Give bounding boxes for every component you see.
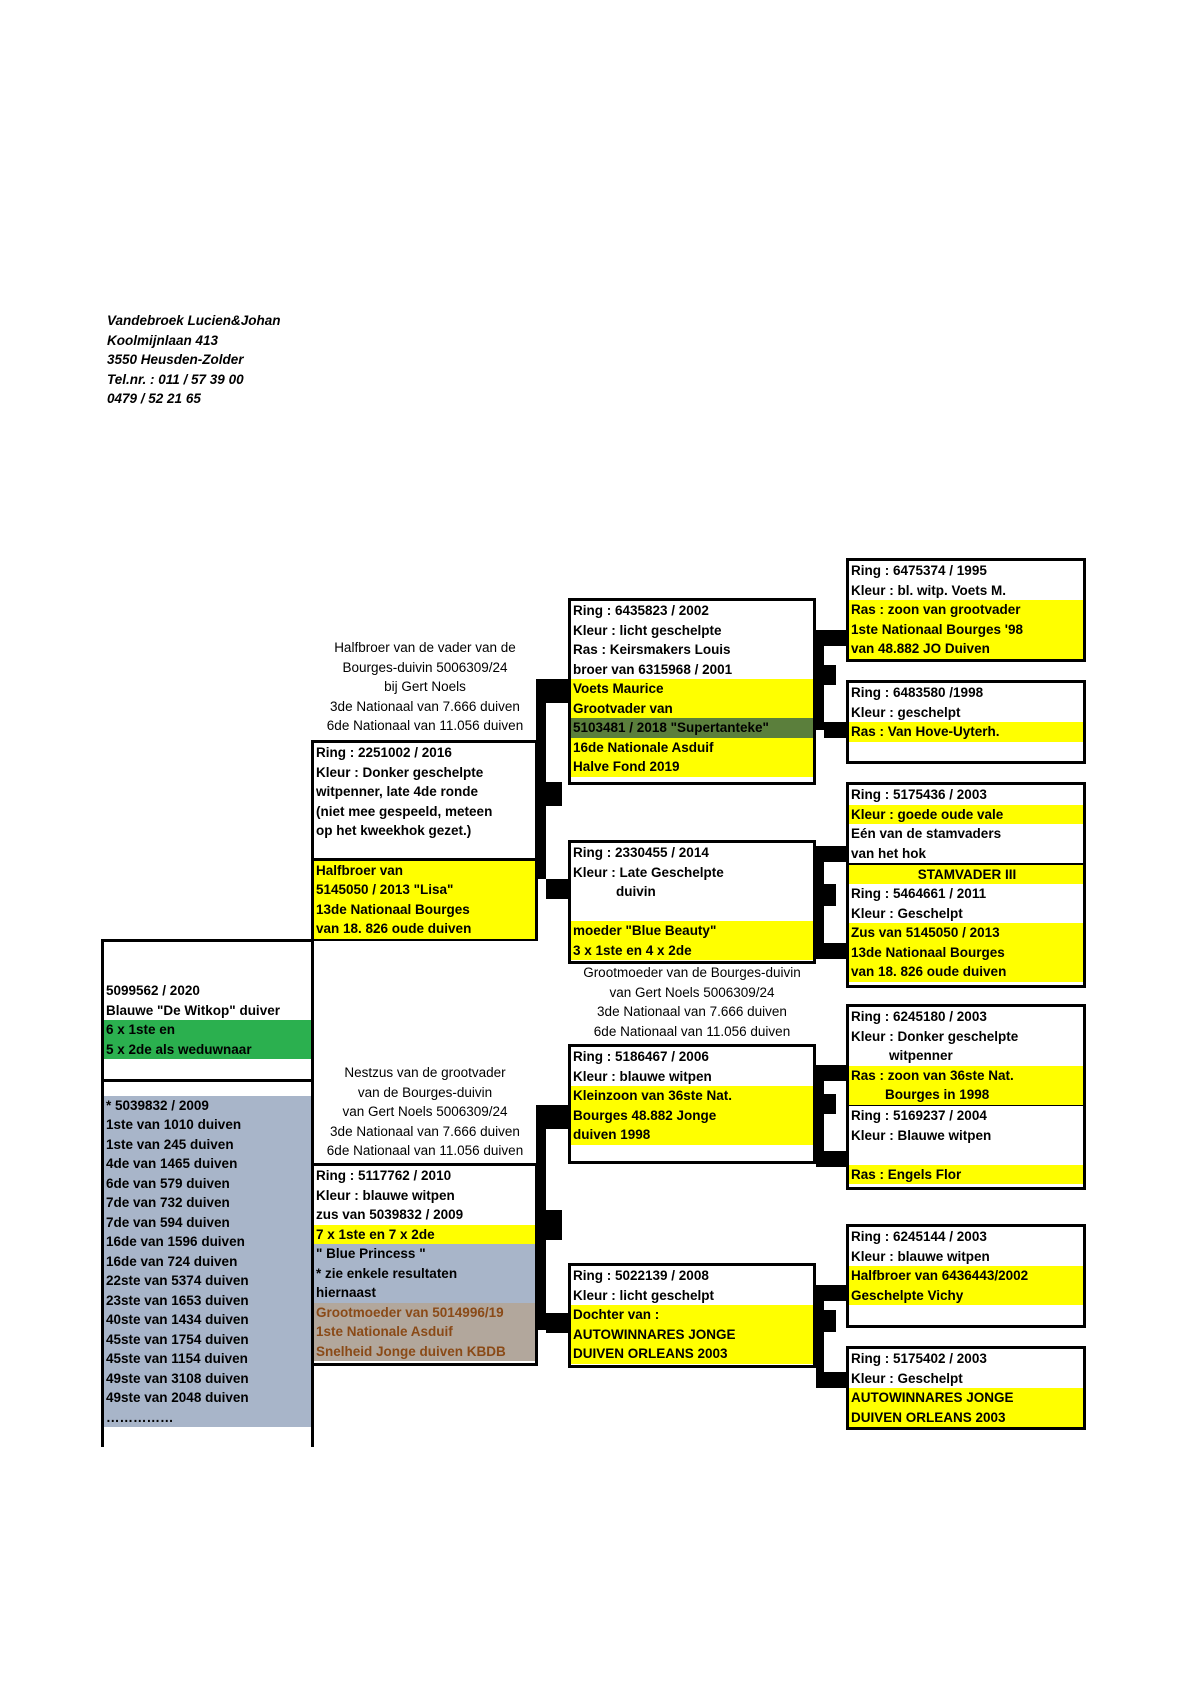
g1-line: van 48.882 JO Duiven [849, 639, 1083, 659]
granddam-paternal-box [568, 840, 816, 964]
subject-line [104, 962, 311, 982]
connector-father-fm [546, 879, 570, 899]
g6-color: Kleur : Blauwe witpen [851, 1127, 992, 1143]
note-line: 3de Nationaal van 7.666 duiven [330, 698, 520, 714]
fm-line: moeder "Blue Beauty" [571, 921, 813, 941]
g2-ring: Ring : 6483580 /1998 [851, 685, 984, 700]
g8-line: AUTOWINNARES JONGE [849, 1388, 1083, 1408]
note-line: 3de Nationaal van 7.666 duiven [597, 1004, 787, 1019]
g8-line: DUIVEN ORLEANS 2003 [849, 1408, 1083, 1428]
g3-color: Kleur : goede oude vale [849, 805, 1083, 825]
note-line: Halfbroer van de vader van de [334, 640, 516, 655]
subject-result: * 5039832 / 2009 [106, 1097, 209, 1113]
great-grandparent-6-box [846, 1106, 1086, 1190]
note-line: van de Bourges-duivin [357, 1084, 493, 1100]
subject-line [104, 942, 311, 962]
g3-title: STAMVADER III [849, 863, 1083, 885]
g4-line: van 18. 826 oude duiven [849, 962, 1083, 982]
mm-line: AUTOWINNARES JONGE [571, 1325, 813, 1345]
note-line: van Gert Noels 5006309/24 [342, 1104, 508, 1119]
g5-line: Ras : zoon van 36ste Nat. [849, 1066, 1083, 1086]
subject-result: 23ste van 1653 duiven [106, 1292, 249, 1308]
connector-fm-g4 [824, 943, 846, 959]
g7-line [849, 1305, 1083, 1325]
connector-mother-join [536, 1210, 562, 1240]
mm-color: Kleur : licht geschelpt [573, 1287, 715, 1303]
subject-result: 1ste van 1010 duiven [106, 1117, 242, 1132]
g6-line [849, 1145, 1083, 1165]
g4-color: Kleur : Geschelpt [851, 905, 963, 921]
father-line: (niet mee gespeeld, meteen [316, 803, 493, 819]
note-line: van Gert Noels 5006309/24 [609, 984, 775, 1000]
great-grandparent-1-box [846, 558, 1086, 662]
connector-father-ff [546, 679, 570, 703]
great-grandparent-8-box [846, 1346, 1086, 1430]
ff-line: 5103481 / 2018 "Supertanteke" [571, 718, 813, 738]
g3-line: van het hok [851, 845, 927, 861]
great-grandparent-7-box [846, 1224, 1086, 1328]
subject-result: 40ste van 1434 duiven [106, 1312, 249, 1327]
great-grandparent-2-box [846, 680, 1086, 764]
mm-ring: Ring : 5022139 / 2008 [573, 1268, 709, 1283]
g4-ring: Ring : 5464661 / 2011 [851, 886, 987, 901]
subject-results-list [104, 1096, 311, 1428]
subject-result: 7de van 732 duiven [106, 1195, 230, 1210]
g7-color: Kleur : blauwe witpen [851, 1248, 990, 1264]
father-line: 5145050 / 2013 "Lisa" [314, 880, 535, 900]
mf-color: Kleur : blauwe witpen [573, 1068, 712, 1084]
mf-ring: Ring : 5186467 / 2006 [573, 1049, 709, 1064]
g6-line: Ras : Engels Flor [849, 1165, 1083, 1185]
ff-line: Grootvader van [571, 699, 813, 719]
connector-mother-mm [546, 1313, 570, 1333]
mf-line: Kleinzoon van 36ste Nat. [571, 1086, 813, 1106]
g7-ring: Ring : 6245144 / 2003 [851, 1229, 987, 1244]
subject-result: 45ste van 1154 duiven [106, 1351, 248, 1366]
mother-note [314, 1063, 536, 1161]
father-box [311, 740, 538, 941]
g8-color: Kleur : Geschelpt [851, 1370, 963, 1386]
mm-line: DUIVEN ORLEANS 2003 [571, 1344, 813, 1364]
fm-ring: Ring : 2330455 / 2014 [573, 845, 709, 860]
note-line: 6de Nationaal van 11.056 duiven [326, 1143, 524, 1158]
grandsire-paternal-box [568, 598, 816, 785]
subject-result: 16de van 1596 duiven [106, 1234, 245, 1249]
note-line: Nestzus van de grootvader [344, 1065, 506, 1080]
connector-ff-g1 [824, 630, 846, 646]
mother-line: Grootmoeder van 5014996/19 [314, 1303, 535, 1323]
g3-line: Eén van de stamvaders [851, 826, 1002, 841]
connector-ff-g2 [824, 722, 846, 738]
subject-result: 49ste van 3108 duiven [106, 1370, 249, 1386]
g5-line: witpenner [889, 1048, 953, 1063]
g6-ring: Ring : 5169237 / 2004 [851, 1108, 987, 1123]
note-line: Bourges-duivin 5006309/24 [342, 659, 508, 675]
note-line: 6de Nationaal van 11.056 duiven [326, 718, 524, 733]
g2-line [849, 742, 1083, 762]
connector-mm-mid [816, 1285, 824, 1388]
g4-line: Zus van 5145050 / 2013 [849, 923, 1083, 943]
g1-color: Kleur : bl. witp. Voets M. [851, 582, 1007, 598]
mf-line: Bourges 48.882 Jonge [571, 1106, 813, 1126]
ff-ring: Ring : 6435823 / 2002 [573, 603, 709, 618]
great-grandparent-4-box [846, 884, 1086, 988]
subject-result: 49ste van 2048 duiven [106, 1390, 249, 1405]
subject-result: 4de van 1465 duiven [106, 1156, 238, 1171]
g2-line: Ras : Van Hove-Uyterh. [849, 722, 1083, 742]
subject-result: 16de van 724 duiven [106, 1253, 238, 1269]
mf-line [571, 1145, 813, 1165]
subject-ring: 5099562 / 2020 [106, 983, 200, 998]
breeder-mobile: 0479 / 52 21 65 [107, 391, 201, 406]
g4-line: 13de Nationaal Bourges [849, 943, 1083, 963]
connector-mother-mf [546, 1105, 570, 1129]
ff-line: Halve Fond 2019 [571, 757, 813, 777]
connector-mf-g5 [824, 1065, 846, 1081]
subject-name: Blauwe "De Witkop" duiver [106, 1002, 280, 1018]
connector-fm-g3 [824, 846, 846, 862]
subject-result: 22ste van 5374 duiven [106, 1273, 249, 1288]
father-line: witpenner, late 4de ronde [316, 784, 479, 799]
fm-line: 3 x 1ste en 4 x 2de [571, 941, 813, 961]
subject-line [104, 1079, 311, 1096]
ff-line: Ras : Keirsmakers Louis [573, 642, 731, 657]
father-line [314, 841, 535, 861]
g5-color: Kleur : Donker geschelpte [851, 1028, 1019, 1044]
connector-mm-g7 [824, 1285, 846, 1301]
subject-result: …………… [106, 1409, 174, 1425]
note-line: Grootmoeder van de Bourges-duivin [583, 965, 801, 980]
mother-line: * zie enkele resultaten [314, 1264, 535, 1284]
connector-mf-g6 [824, 1151, 846, 1167]
mother-ring: Ring : 5117762 / 2010 [316, 1168, 452, 1183]
g7-line: Geschelpte Vichy [849, 1286, 1083, 1306]
g7-line: Halfbroer van 6436443/2002 [849, 1266, 1083, 1286]
mother-line: " Blue Princess " [314, 1244, 535, 1264]
breeder-city: 3550 Heusden-Zolder [107, 352, 244, 367]
subject-result: 7de van 594 duiven [106, 1214, 230, 1230]
subject-result: 1ste van 245 duiven [106, 1136, 234, 1152]
father-line: 13de Nationaal Bourges [314, 900, 535, 920]
grandsire-maternal-box [568, 1044, 816, 1164]
mf-line: duiven 1998 [571, 1125, 813, 1145]
connector-mm-g8 [824, 1372, 846, 1388]
father-line: van 18. 826 oude duiven [314, 919, 535, 939]
mother-line: hiernaast [314, 1283, 535, 1303]
subject-line [104, 1059, 311, 1079]
subject-result: 5 x 2de als weduwnaar [104, 1040, 311, 1060]
g1-line: Ras : zoon van grootvader [849, 600, 1083, 620]
father-color: Kleur : Donker geschelpte [316, 764, 484, 780]
breeder-phone: Tel.nr. : 011 / 57 39 00 [107, 371, 244, 387]
g5-ring: Ring : 6245180 / 2003 [851, 1009, 987, 1024]
note-line: bij Gert Noels [384, 679, 466, 694]
g1-ring: Ring : 6475374 / 1995 [851, 563, 987, 578]
granddam-maternal-box [568, 1263, 816, 1368]
father-ring: Ring : 2251002 / 2016 [316, 745, 452, 760]
great-grandparent-3-box [846, 782, 1086, 886]
father-note [314, 638, 536, 736]
mother-box [311, 1163, 538, 1366]
connector-mf-mid [816, 1065, 824, 1167]
subject-result: 6 x 1ste en [104, 1020, 311, 1040]
g2-color: Kleur : geschelpt [851, 704, 961, 720]
ff-line: Voets Maurice [571, 679, 813, 699]
great-grandparent-5-box [846, 1004, 1086, 1108]
mother-line: 1ste Nationale Asduif [314, 1322, 535, 1342]
g8-ring: Ring : 5175402 / 2003 [851, 1351, 987, 1366]
breeder-address [107, 311, 281, 409]
fm-line [571, 902, 813, 922]
ff-line: broer van 6315968 / 2001 [573, 661, 733, 677]
ff-color: Kleur : licht geschelpte [573, 622, 722, 638]
subject-result: 45ste van 1754 duiven [106, 1331, 249, 1347]
mother-line: Snelheid Jonge duiven KBDB [314, 1342, 535, 1362]
father-line: Halfbroer van [314, 861, 535, 881]
ff-line: 16de Nationale Asduif [571, 738, 813, 758]
father-line: op het kweekhok gezet.) [316, 823, 472, 838]
mm-line: Dochter van : [571, 1305, 813, 1325]
g1-line: 1ste Nationaal Bourges '98 [849, 620, 1083, 640]
breeder-street: Koolmijnlaan 413 [107, 332, 219, 348]
g3-ring: Ring : 5175436 / 2003 [851, 787, 987, 802]
breeder-name: Vandebroek Lucien&Johan [107, 313, 281, 328]
note-line: 6de Nationaal van 11.056 duiven [593, 1023, 791, 1039]
mother-color: Kleur : blauwe witpen [316, 1187, 455, 1203]
subject-pigeon-box [101, 939, 314, 1447]
subject-result: 6de van 579 duiven [106, 1175, 230, 1191]
g5-line: Bourges in 1998 [849, 1085, 1083, 1105]
note-line: 3de Nationaal van 7.666 duiven [330, 1123, 520, 1139]
mother-line: 7 x 1ste en 7 x 2de [314, 1225, 535, 1245]
granddam-note [568, 963, 816, 1041]
fm-line: duivin [616, 884, 656, 899]
connector-father-join [536, 782, 562, 806]
fm-color: Kleur : Late Geschelpte [573, 864, 724, 880]
mother-line: zus van 5039832 / 2009 [316, 1207, 464, 1222]
